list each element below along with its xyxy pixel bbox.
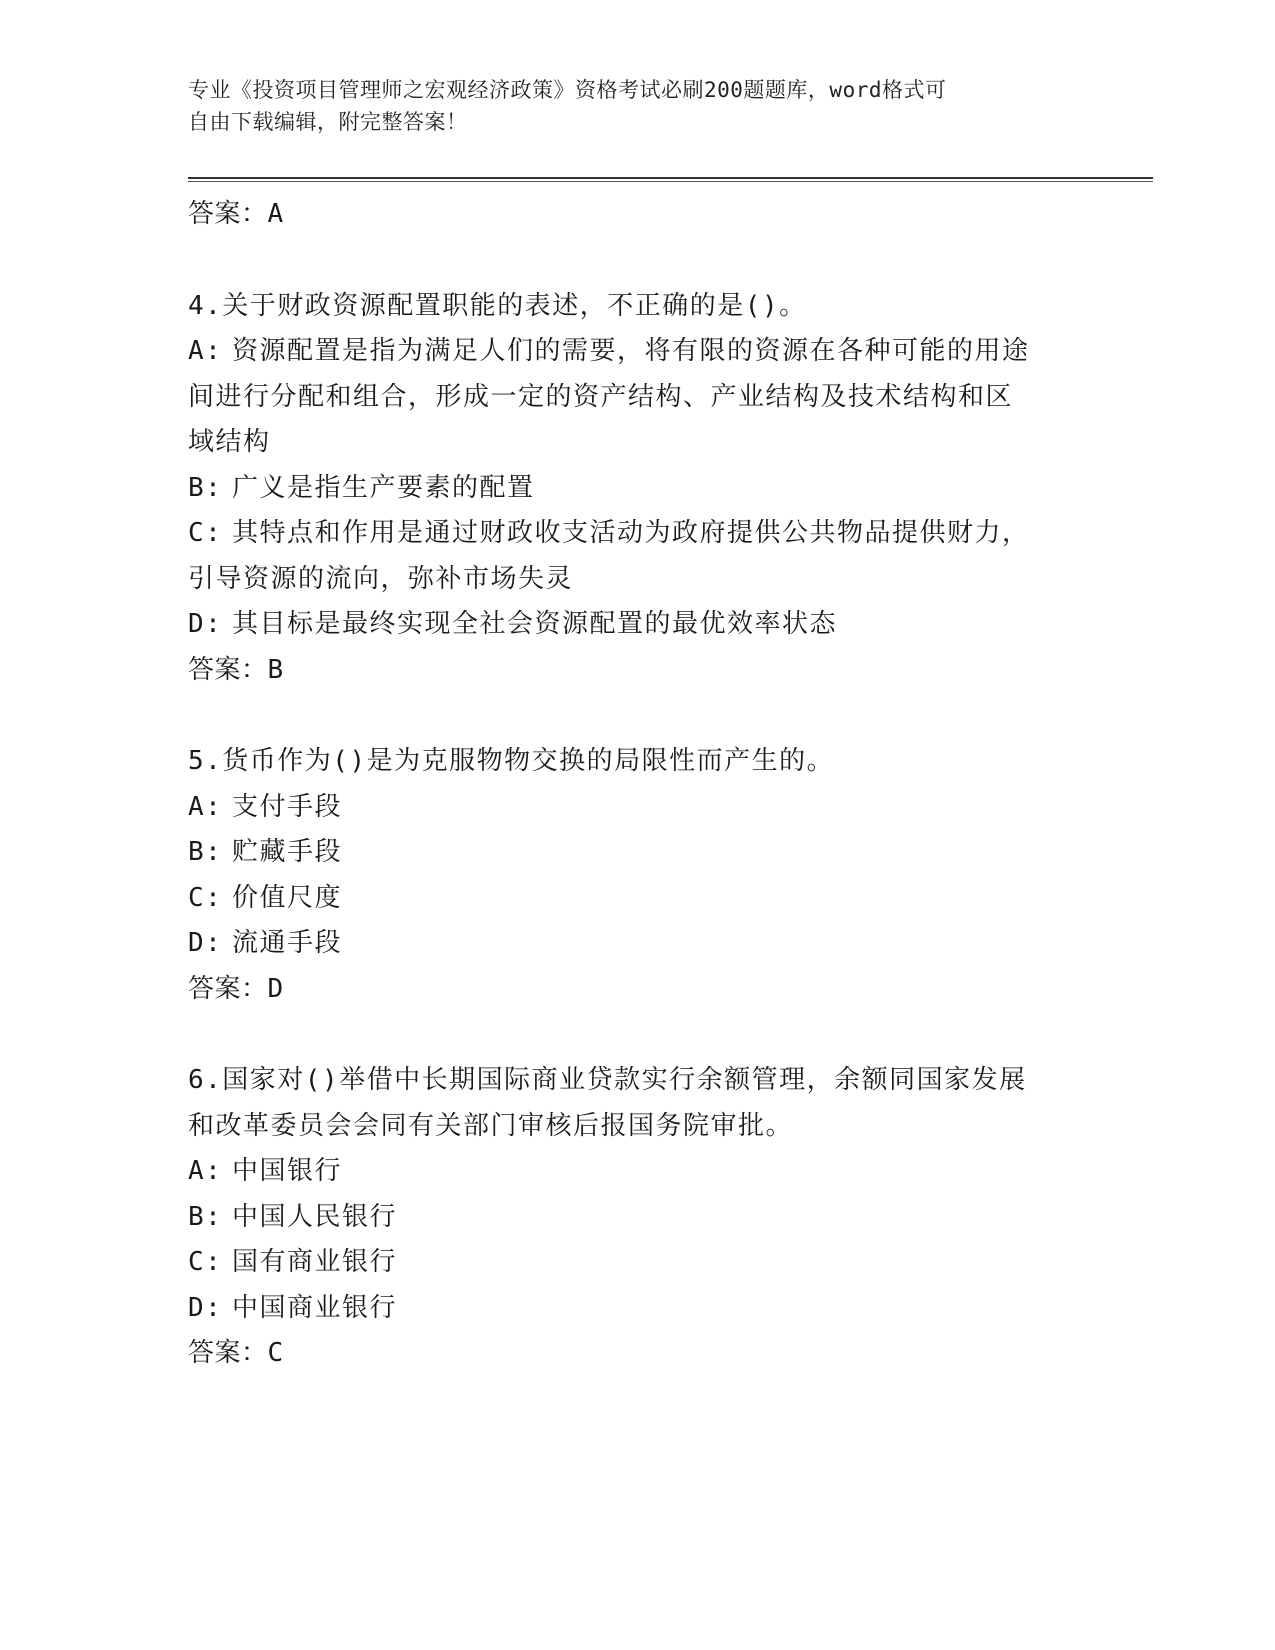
- option-letter: A:: [188, 1156, 223, 1186]
- option-text: 其特点和作用是通过财政收支活动为政府提供公共物品提供财力，: [232, 518, 1030, 548]
- option-letter: D:: [188, 1292, 223, 1323]
- option-letter: C:: [188, 518, 223, 548]
- option-line: [188, 466, 1088, 512]
- option-line: [188, 602, 1088, 648]
- option-text: 资源配置是指为满足人们的需要，将有限的资源在各种可能的用途: [232, 336, 1030, 366]
- option-line: [188, 876, 1088, 922]
- option-line: [188, 1195, 1088, 1241]
- header-line-1: 专业《投资项目管理师之宏观经济政策》资格考试必刷200题题库，word格式可: [188, 78, 947, 102]
- option-letter: D:: [188, 609, 223, 639]
- question-stem: 6.国家对()举借中长期国际商业贷款实行余额管理，余额同国家发展: [188, 1065, 1027, 1095]
- answer-line: [188, 648, 1088, 694]
- option-line: [188, 1149, 1088, 1195]
- question-block: [188, 1058, 1088, 1377]
- question-stem: 4.关于财政资源配置职能的表述，不正确的是()。: [188, 290, 807, 321]
- option-line: [188, 420, 1088, 466]
- option-line: [188, 557, 1088, 603]
- option-text: 域结构: [188, 427, 271, 457]
- question-stem: 和改革委员会会同有关部门审核后报国务院审批。: [188, 1110, 794, 1141]
- option-text: 价值尺度: [232, 882, 343, 913]
- question-list: [188, 192, 1088, 1377]
- option-text: 其目标是最终实现全社会资源配置的最优效率状态: [232, 609, 838, 639]
- question-stem: 5.货币作为()是为克服物物交换的局限性而产生的。: [188, 746, 835, 776]
- option-letter: A:: [188, 336, 223, 366]
- answer-value: B: [267, 654, 284, 685]
- answer-label: 答案：: [188, 654, 268, 685]
- answer-line: [188, 967, 1088, 1013]
- document-header: [188, 74, 1068, 138]
- option-text: 支付手段: [232, 791, 343, 822]
- option-text: 中国商业银行: [232, 1292, 398, 1323]
- question-spacer: [188, 693, 1088, 739]
- option-letter: B:: [188, 1201, 223, 1232]
- questions-container: [188, 238, 1088, 1377]
- header-line-2: 自由下载编辑，附完整答案！: [188, 110, 468, 134]
- option-line: [188, 785, 1088, 831]
- option-line: [188, 921, 1088, 967]
- option-line: [188, 1240, 1088, 1286]
- answer-value: C: [267, 1338, 284, 1368]
- answer-value: A: [267, 199, 284, 229]
- answer-label: 答案：: [188, 1338, 268, 1368]
- option-text: 间进行分配和组合，形成一定的资产结构、产业结构及技术结构和区: [188, 381, 1014, 412]
- option-line: [188, 1286, 1088, 1332]
- answer-line: [188, 192, 1088, 238]
- option-text: 国有商业银行: [232, 1247, 398, 1277]
- option-letter: D:: [188, 928, 223, 958]
- answer-label: 答案：: [188, 973, 268, 1004]
- option-text: 流通手段: [232, 928, 343, 958]
- option-letter: A:: [188, 791, 223, 822]
- answer-value: D: [267, 973, 284, 1004]
- option-text: 引导资源的流向，弥补市场失灵: [188, 563, 574, 594]
- question-block: [188, 284, 1088, 694]
- option-line: [188, 375, 1088, 421]
- answer-line: [188, 1331, 1088, 1377]
- option-text: 中国人民银行: [232, 1201, 398, 1232]
- header-divider-thin: [188, 181, 1153, 182]
- header-divider-thick: [188, 177, 1153, 179]
- answer-label: 答案：: [188, 199, 268, 229]
- option-letter: B:: [188, 472, 223, 503]
- option-letter: C:: [188, 1247, 223, 1277]
- option-text: 广义是指生产要素的配置: [232, 472, 535, 503]
- question-spacer: [188, 238, 1088, 284]
- option-line: [188, 511, 1088, 557]
- option-text: 中国银行: [232, 1156, 343, 1186]
- question-block: [188, 739, 1088, 1012]
- option-line: [188, 329, 1088, 375]
- question-spacer: [188, 1012, 1088, 1058]
- option-line: [188, 830, 1088, 876]
- option-letter: B:: [188, 837, 223, 867]
- option-text: 贮藏手段: [232, 837, 343, 867]
- option-letter: C:: [188, 882, 223, 913]
